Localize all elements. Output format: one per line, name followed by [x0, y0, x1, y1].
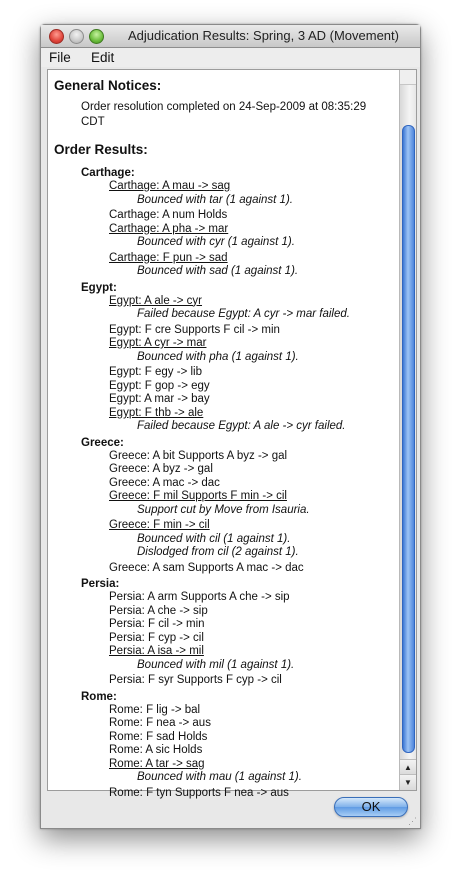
menu-bar — [41, 48, 420, 67]
scroll-down-icon[interactable]: ▼ — [400, 774, 416, 790]
failed-order-link[interactable]: Egypt: A ale -> cyr — [109, 294, 203, 307]
order-line: Greece: A mac -> dac — [109, 476, 220, 489]
order-line: Rome: F lig -> bal — [109, 703, 201, 716]
order-line: Persia: F syr Supports F cyp -> cil — [109, 674, 282, 686]
failed-order-link[interactable]: Carthage: A pha -> mar — [109, 222, 229, 235]
resize-grip-icon[interactable]: ⋰ — [408, 816, 417, 826]
title-bar[interactable] — [41, 25, 420, 48]
failed-order-link[interactable]: Carthage: A mau -> sag — [109, 180, 231, 192]
failed-order-link[interactable]: Rome: A tar -> sag — [109, 757, 205, 770]
results-scroll-area[interactable] — [48, 70, 400, 799]
nation-heading: Carthage: — [81, 167, 135, 179]
general-notice-text: Order resolution completed on 24-Sep-2009 at 08:35:29 CDT — [81, 101, 367, 128]
order-line: Greece: A bit Supports A byz -> gal — [109, 449, 288, 462]
nation-heading: Persia: — [81, 578, 120, 590]
general-notices-heading: General Notices: — [54, 78, 162, 93]
order-result-detail: Bounced with mau (1 against 1). — [137, 771, 302, 783]
minimize-icon[interactable] — [69, 29, 84, 44]
order-result-detail: Failed because Egypt: A cyr -> mar failed. — [137, 308, 350, 320]
scroll-up-icon[interactable]: ▲ — [400, 759, 416, 775]
nation-heading: Greece: — [81, 436, 124, 449]
order-result-detail: Bounced with cyr (1 against 1). — [137, 236, 295, 248]
results-panel — [47, 69, 417, 799]
order-line: Rome: F nea -> aus — [109, 717, 211, 729]
order-result-detail: Bounced with pha (1 against 1). — [137, 350, 299, 363]
nation-heading: Rome: — [81, 690, 117, 703]
failed-order-link[interactable]: Greece: F min -> cil — [109, 519, 210, 531]
order-line: Persia: F cyp -> cil — [109, 631, 204, 644]
order-line: Greece: A sam Supports A mac -> dac — [109, 561, 304, 574]
order-result-detail: Dislodged from cil (2 against 1). — [137, 546, 299, 558]
window-title: Adjudication Results: Spring, 3 AD (Movement) — [128, 28, 399, 43]
order-result-detail: Support cut by Move from Isauria. — [137, 503, 310, 516]
adjudication-window — [40, 24, 421, 829]
failed-order-link[interactable]: Egypt: F thb -> ale — [109, 406, 204, 419]
order-results-list — [54, 166, 400, 800]
order-line: Persia: A che -> sip — [109, 604, 208, 617]
order-line: Rome: F sad Holds — [109, 730, 208, 743]
order-result-detail: Bounced with mil (1 against 1). — [137, 658, 295, 671]
scrollbar-thumb[interactable] — [402, 125, 415, 753]
order-line: Egypt: F gop -> egy — [109, 379, 210, 392]
order-line: Greece: A byz -> gal — [109, 463, 213, 475]
order-result-detail: Failed because Egypt: A ale -> cyr failed. — [137, 420, 346, 432]
order-result-detail: Bounced with tar (1 against 1). — [137, 193, 293, 206]
ok-button[interactable]: OK — [334, 797, 408, 817]
order-line: Rome: F tyn Supports F nea -> aus — [109, 786, 289, 799]
failed-order-link[interactable]: Greece: F mil Supports F min -> cil — [109, 490, 287, 502]
order-line: Egypt: F egy -> lib — [109, 366, 202, 378]
order-line: Egypt: A mar -> bay — [109, 393, 210, 405]
order-line: Carthage: A num Holds — [109, 209, 228, 221]
order-result-detail: Bounced with cil (1 against 1). — [137, 532, 291, 545]
menu-edit[interactable]: Edit — [91, 50, 115, 65]
failed-order-link[interactable]: Persia: A isa -> mil — [109, 645, 204, 657]
zoom-icon[interactable] — [89, 29, 104, 44]
vertical-scrollbar[interactable] — [399, 70, 416, 790]
nation-heading: Egypt: — [81, 281, 117, 294]
scrollbar-top-cap — [400, 70, 416, 85]
failed-order-link[interactable]: Carthage: F pun -> sad — [109, 251, 228, 264]
order-line: Rome: A sic Holds — [109, 744, 203, 756]
order-results-heading: Order Results: — [54, 142, 148, 157]
order-line: Persia: F cil -> min — [109, 618, 205, 630]
menu-file[interactable]: File — [49, 50, 71, 65]
order-line: Egypt: F cre Supports F cil -> min — [109, 323, 280, 336]
order-line: Persia: A arm Supports A che -> sip — [109, 591, 290, 603]
close-icon[interactable] — [49, 29, 64, 44]
failed-order-link[interactable]: Egypt: A cyr -> mar — [109, 337, 207, 349]
order-result-detail: Bounced with sad (1 against 1). — [137, 265, 299, 277]
